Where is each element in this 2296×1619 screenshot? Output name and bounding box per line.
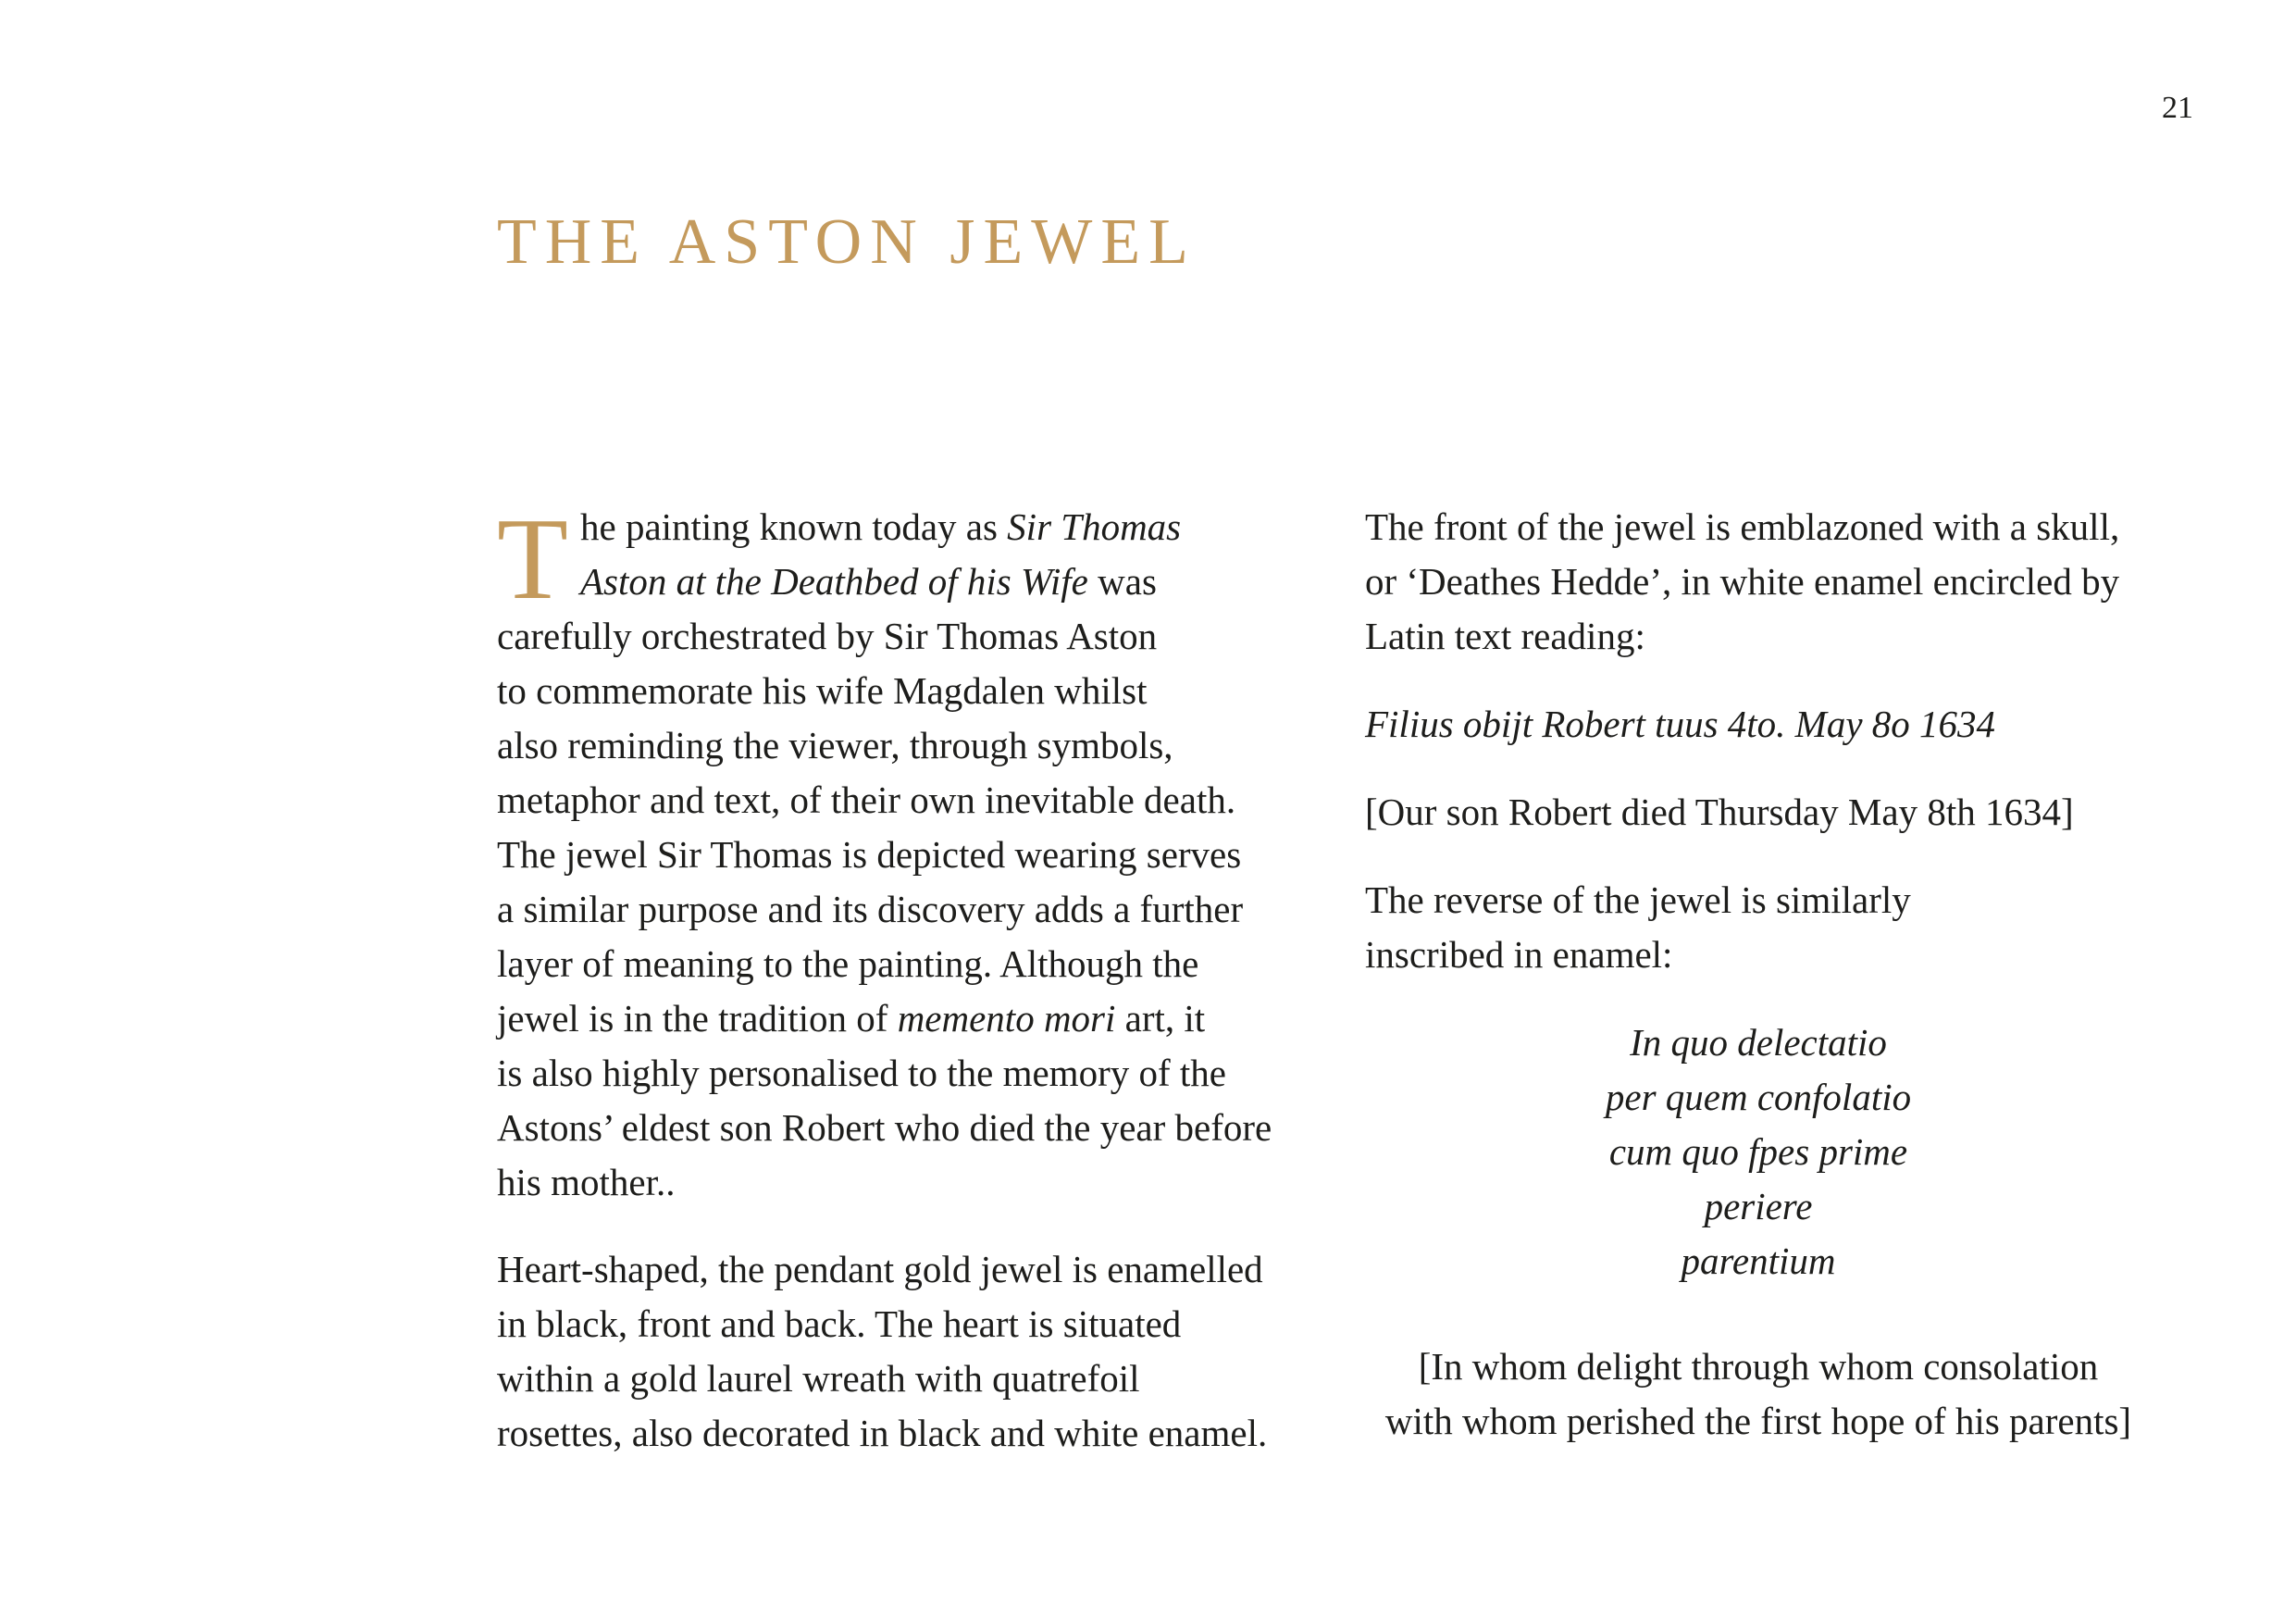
text-run: was — [1087, 560, 1157, 603]
poem-line: periere — [1704, 1185, 1813, 1227]
text-run: art, it — [1115, 997, 1206, 1040]
translation-line: [In whom delight through whom consolation — [1418, 1345, 2099, 1388]
page-number: 21 — [2162, 91, 2193, 125]
translation-reverse — [1365, 1339, 2161, 1449]
paragraph-description — [497, 1242, 1293, 1461]
text-run: he painting known today as — [580, 505, 1008, 548]
text-line: The front of the jewel is emblazoned with a skull, — [1365, 505, 2120, 548]
text-line — [497, 554, 1293, 609]
text-line: is also highly personalised to the memory of the — [497, 1052, 1226, 1094]
page-title: THE ASTON JEWEL — [497, 206, 1197, 278]
text-line — [497, 500, 1293, 554]
text-line: The jewel Sir Thomas is depicted wearing serves — [497, 833, 1242, 876]
text-line: Latin text reading: — [1365, 615, 1645, 657]
text-line: within a gold laurel wreath with quatrefoil — [497, 1357, 1140, 1400]
poem-line: In quo delectatio — [1630, 1021, 1887, 1064]
text-line: carefully orchestrated by Sir Thomas Aston — [497, 615, 1158, 657]
text-line: or ‘Deathes Hedde’, in white enamel encircled by — [1365, 560, 2120, 603]
left-column — [497, 495, 1293, 1461]
text-line: a similar purpose and its discovery adds a further — [497, 888, 1244, 930]
text-line: his mother.. — [497, 1161, 676, 1203]
text-line: Heart-shaped, the pendant gold jewel is enamelled — [497, 1248, 1263, 1290]
paragraph-reverse — [1365, 873, 2161, 982]
text-line: rosettes, also decorated in black and white enamel. — [497, 1412, 1268, 1454]
italic-title: Sir Thomas — [1007, 505, 1182, 548]
drop-cap: T — [497, 495, 568, 624]
text-run: jewel is in the tradition of — [497, 997, 898, 1040]
text-line: to commemorate his wife Magdalen whilst — [497, 669, 1148, 712]
translation-front: [Our son Robert died Thursday May 8th 1634] — [1365, 791, 2074, 833]
text-line: layer of meaning to the painting. Although the — [497, 942, 1199, 985]
text-line: inscribed in enamel: — [1365, 933, 1673, 976]
latin-inscription-reverse — [1365, 1015, 2161, 1289]
text-line: in black, front and back. The heart is situated — [497, 1302, 1182, 1345]
poem-line: parentium — [1681, 1239, 1836, 1282]
translation-line: with whom perished the first hope of his parents] — [1384, 1400, 2132, 1442]
poem-line: cum quo fpes prime — [1608, 1130, 1908, 1173]
right-column — [1365, 500, 2161, 1449]
text-line: metaphor and text, of their own inevitable death. — [497, 778, 1236, 821]
paragraph-front — [1365, 500, 2161, 664]
text-line: also reminding the viewer, through symbols, — [497, 724, 1173, 766]
italic-term: memento mori — [897, 997, 1116, 1040]
text-line: Astons’ eldest son Robert who died the year before — [497, 1106, 1272, 1149]
italic-title: Aston at the Deathbed of his Wife — [580, 560, 1088, 603]
latin-inscription-front: Filius obijt Robert tuus 4to. May 8o 1634 — [1365, 703, 1996, 745]
text-line: The reverse of the jewel is similarly — [1365, 878, 1911, 921]
paragraph-painting — [497, 495, 1293, 1210]
text-line — [497, 991, 1293, 1046]
poem-line: per quem confolatio — [1605, 1076, 1912, 1118]
